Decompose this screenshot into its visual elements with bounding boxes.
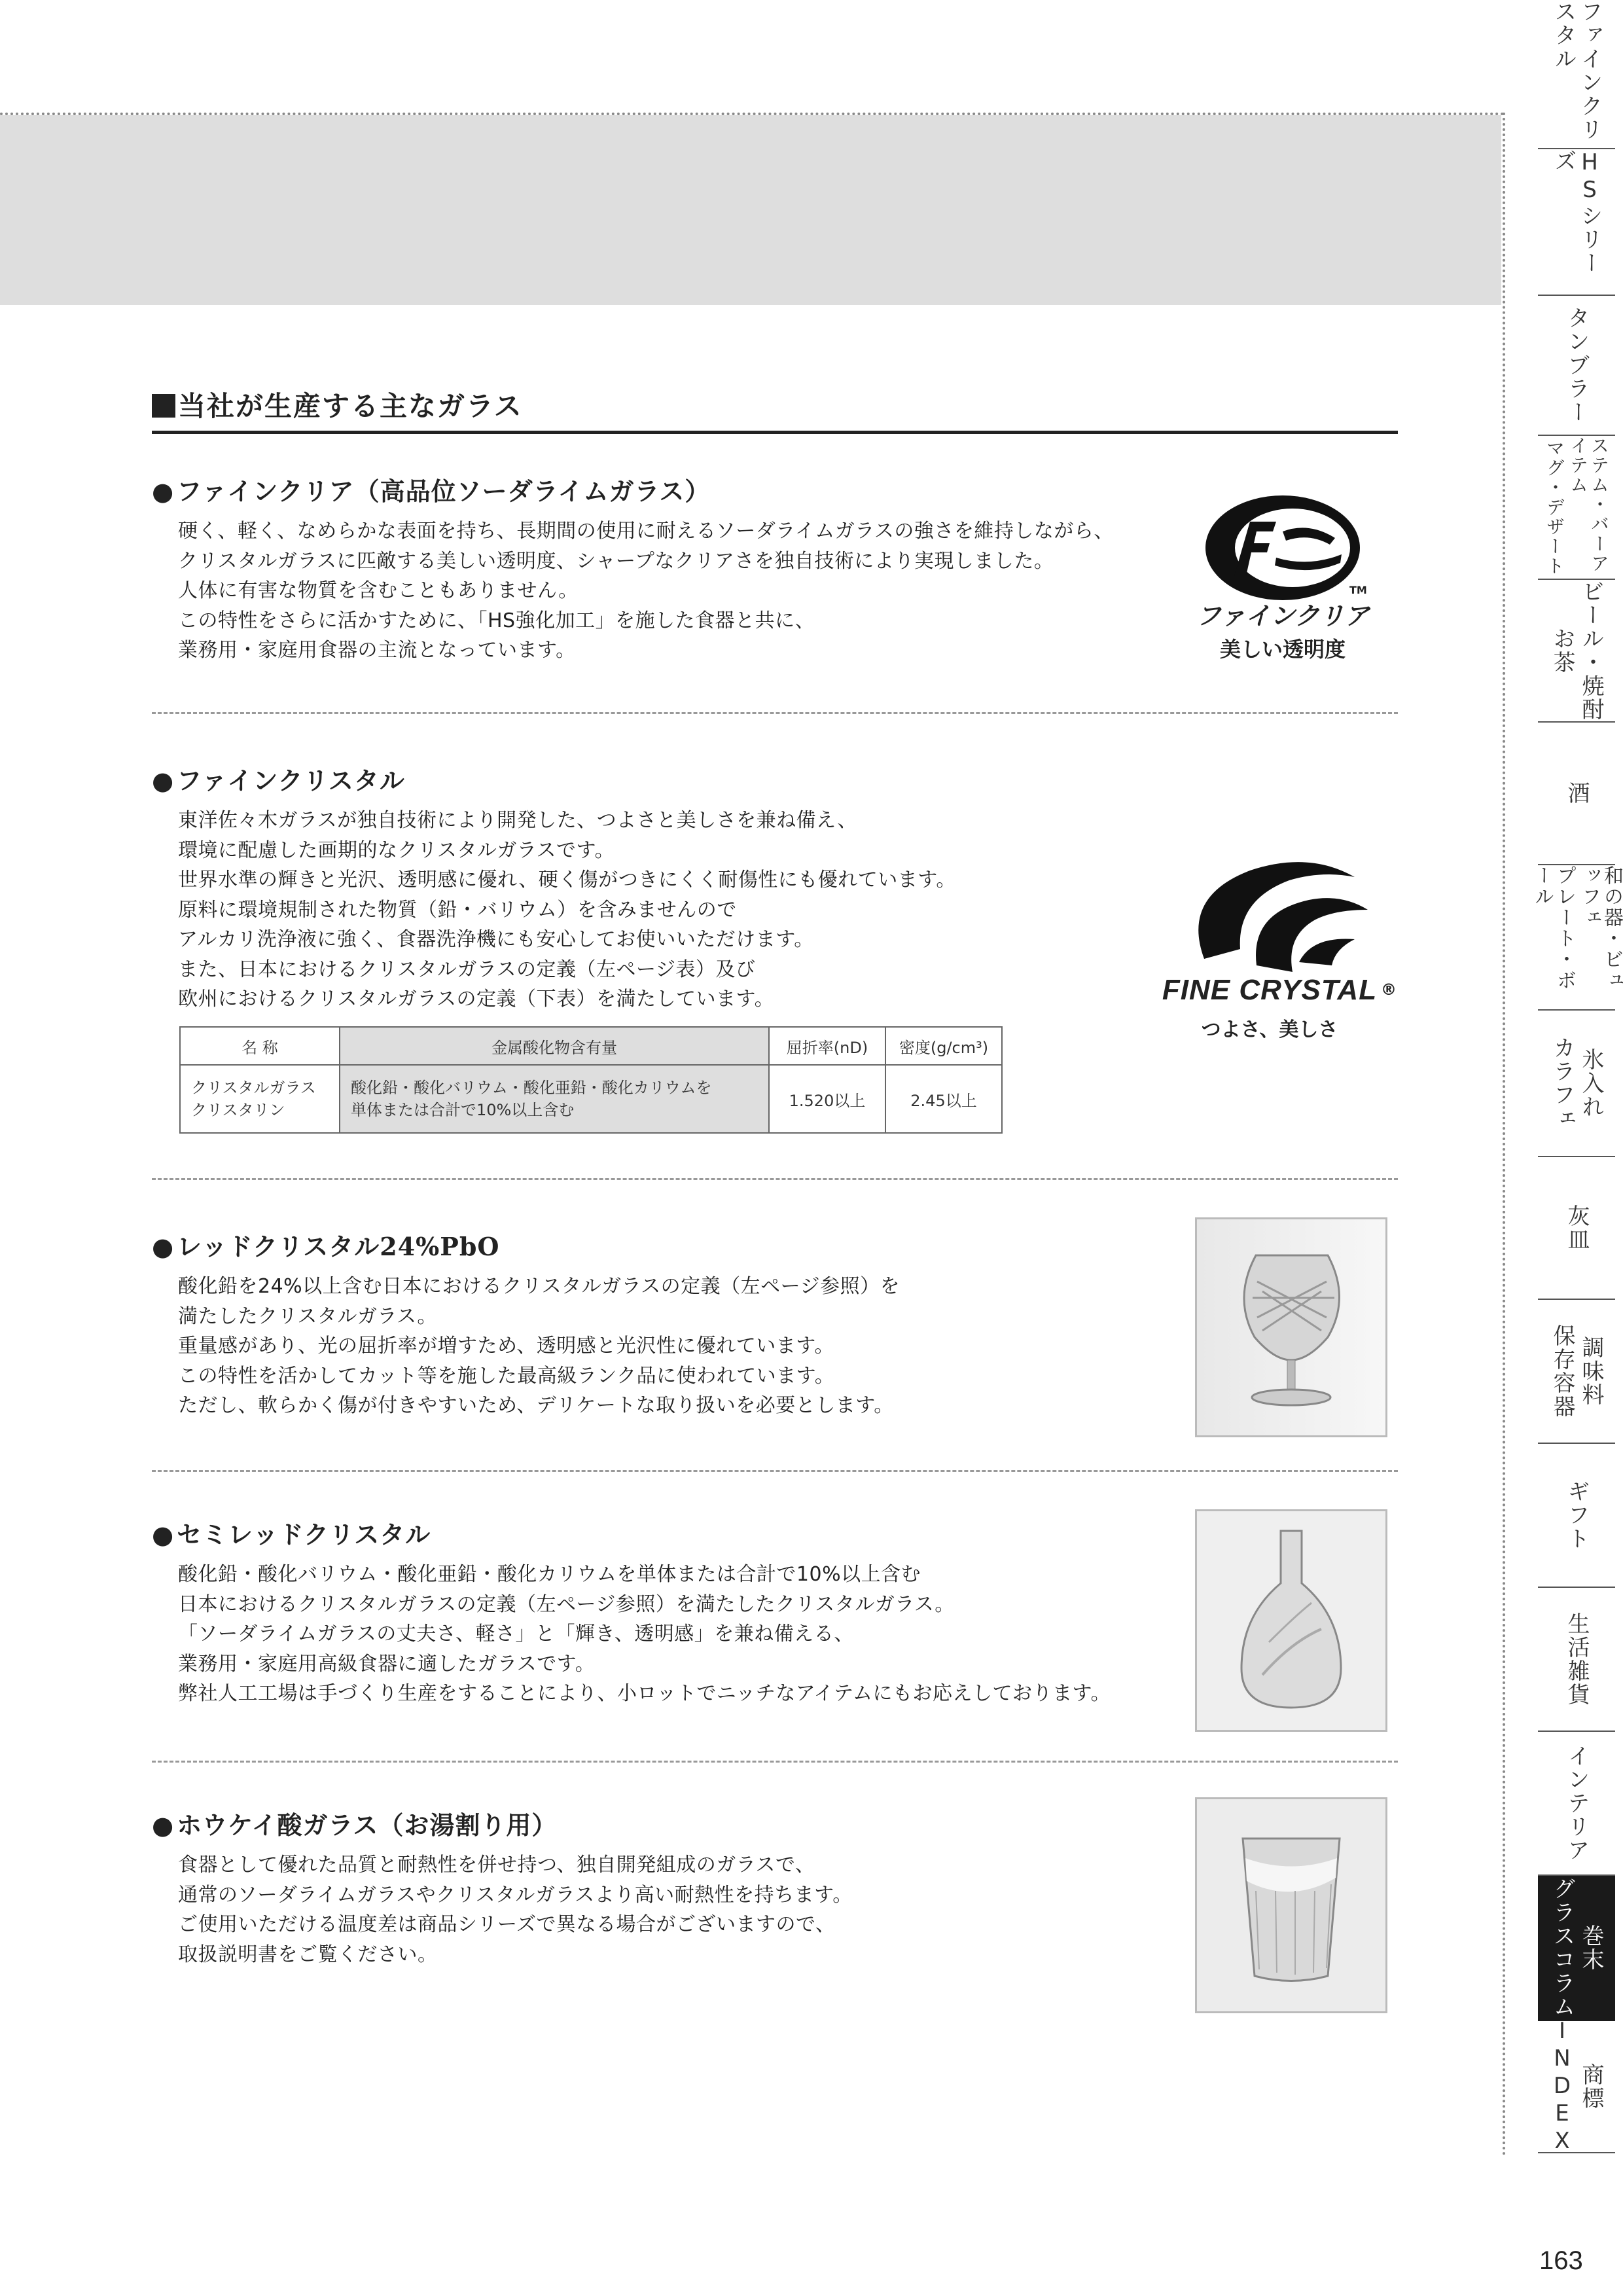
section-heading (152, 385, 1398, 434)
tab-label: インテリア (1563, 1744, 1590, 1862)
sidebar-index (1531, 0, 1623, 2160)
tumbler-photo (1195, 1797, 1387, 2013)
body-line: この特性を活かしてカット等を施した最高級ランク品に使われています。 (178, 1364, 835, 1388)
section-divider (152, 1470, 1398, 1472)
fine-clear-title-text: ファインクリア (177, 476, 355, 506)
tab-seasoning-container[interactable] (1538, 1300, 1615, 1444)
body-line: 食器として優れた品質と耐熱性を併せ持つ、独自開発組成のガラスで、 (178, 1854, 815, 1876)
tab-label: タンブラー (1563, 306, 1590, 424)
tab-label: 生活雑貨 (1563, 1612, 1590, 1706)
fine-crystal-title (152, 761, 1398, 797)
tab-japanese-ware-buffet[interactable] (1531, 865, 1623, 1011)
section-heading-text: 当社が生産する主なガラス (178, 390, 523, 422)
fine-clear-logo (1178, 492, 1387, 675)
tab-beer-shochu[interactable] (1538, 580, 1615, 723)
tab-label: お茶 (1549, 627, 1575, 674)
body-line: 酸化鉛・酸化バリウム・酸化亜鉛・酸化カリウムを単体または合計で10%以上含む (178, 1563, 921, 1586)
body-line: 業務用・家庭用高級食器に適したガラスです。 (178, 1652, 596, 1676)
table-header-row (180, 1027, 1002, 1065)
tab-label: HSシリーズ (1550, 149, 1603, 275)
lead-crystal-title-text: レッドクリスタル24%PbO (177, 1232, 500, 1261)
section-divider (152, 1178, 1398, 1180)
tab-ice-bucket-carafe[interactable] (1538, 1011, 1615, 1157)
body-line: 取扱説明書をご覧ください。 (178, 1943, 438, 1966)
bullet-icon: ● (152, 766, 175, 795)
table-cell-name (180, 1065, 340, 1133)
body-line: 業務用・家庭用食器の主流となっています。 (178, 639, 576, 662)
tab-glass-column[interactable] (1538, 1876, 1615, 2021)
tab-label: ギフト (1563, 1480, 1590, 1551)
borosilicate-subtitle: （お湯割り用） (378, 1810, 558, 1840)
body-line: 硬く、軽く、なめらかな表面を持ち、長期間の使用に耐えるソーダライムガラスの強さを維持しながら、 (178, 520, 1114, 543)
brandy-glass-icon (1197, 1219, 1385, 1435)
fine-clear-logo-text: ファインクリア (1196, 601, 1370, 630)
table-row (180, 1065, 1002, 1133)
body-line: 「ソーダライムガラスの丈夫さ、軽さ」と「輝き、透明感」を兼ね備える、 (178, 1623, 854, 1645)
header-band (0, 115, 1501, 305)
body-line: この特性をさらに活かすために、「HS強化加工」を施した食器と共に、 (178, 609, 815, 632)
tab-label: 灰皿 (1563, 1204, 1590, 1251)
tab-household-goods[interactable] (1538, 1588, 1615, 1732)
body-line: クリスタルガラスに匹敵する美しい透明度、シャープなクリアさを独自技術により実現しました。 (178, 549, 1054, 573)
section-divider (152, 1761, 1398, 1763)
bullet-icon: ● (152, 1810, 175, 1840)
tab-label: マグ・デザート (1544, 439, 1565, 576)
table-header: 金属酸化物含有量 (340, 1027, 769, 1065)
tab-label: 氷入れ (1578, 1048, 1604, 1119)
carafe-photo (1195, 1509, 1387, 1732)
table-header: 密度(g/cm³) (885, 1027, 1002, 1065)
tab-stem-bar-item[interactable] (1538, 436, 1615, 580)
tab-hs-series[interactable] (1538, 149, 1615, 296)
body-line: ご使用いただける温度差は商品シリーズで異なる場合がございますので、 (178, 1913, 836, 1936)
tumbler-icon (1197, 1799, 1385, 2011)
body-line: 重量感があり、光の屈折率が増すため、透明感と光沢性に優れています。 (178, 1335, 834, 1357)
body-line: 通常のソーダライムガラスやクリスタルガラスより高い耐熱性を持ちます。 (178, 1883, 853, 1907)
semi-lead-crystal-title-text: セミレッドクリスタル (177, 1520, 431, 1549)
table-cell-content (340, 1065, 769, 1133)
body-line: 酸化鉛を24%以上含む日本におけるクリスタルガラスの定義（左ページ参照）を (178, 1275, 901, 1298)
body-line: 満たしたクリスタルガラス。 (178, 1304, 437, 1328)
cell-line: 酸化鉛・酸化バリウム・酸化亜鉛・酸化カリウムを (351, 1079, 712, 1097)
tab-label: グラスコラム (1549, 1877, 1575, 2018)
fine-crystal-logo (1158, 851, 1407, 1047)
tab-label: カラフェ (1549, 1036, 1575, 1130)
page-number: 163 (1539, 2246, 1583, 2275)
section-divider (152, 712, 1398, 714)
cell-line: 単体または合計で10%以上含む (351, 1101, 575, 1119)
registered-mark: ® (1381, 980, 1397, 999)
borosilicate-title-text: ホウケイ酸ガラス (177, 1810, 379, 1840)
tab-label: 調味料 (1578, 1336, 1604, 1407)
fine-crystal-title-text: ファインクリスタル (177, 766, 405, 795)
body-line: 環境に配慮した画期的なクリスタルガラスです。 (178, 838, 615, 862)
tab-sake[interactable] (1538, 723, 1615, 865)
table-cell-refraction: 1.520以上 (769, 1065, 885, 1133)
tab-label: 巻末 (1578, 1924, 1604, 1971)
glass-definition-table (179, 1026, 1003, 1134)
tab-label: 酒 (1563, 781, 1590, 805)
body-line: アルカリ洗浄液に強く、食器洗浄機にも安心してお使いいただけます。 (178, 928, 814, 951)
tab-label: 保存容器 (1549, 1324, 1575, 1418)
cell-line: クリスタリン (191, 1101, 285, 1119)
fine-crystal-logo-mark-icon (1158, 851, 1407, 995)
table-cell-density: 2.45以上 (885, 1065, 1002, 1133)
body-line: 原料に環境規制された物質（鉛・バリウム）を含みませんので (178, 898, 737, 922)
bullet-icon: ● (152, 1232, 175, 1261)
body-line: 東洋佐々木ガラスが独自技術により開発した、つよさと美しさを兼ね備え、 (178, 809, 857, 832)
fine-clear-subtitle: （高品位ソーダライムガラス） (354, 476, 711, 506)
tab-ashtray[interactable] (1538, 1157, 1615, 1300)
tab-label: 商標 (1578, 2063, 1604, 2110)
fine-clear-logo-tagline: 美しい透明度 (1219, 637, 1346, 662)
tab-label: 和の器・ビュッフェ (1578, 865, 1623, 991)
cell-line: クリスタルガラス (191, 1079, 316, 1097)
square-marker-icon (152, 394, 175, 418)
body-line: 弊社人工工場は手づくり生産をすることにより、小ロットでニッチなアイテムにもお応えしております。 (178, 1682, 1111, 1705)
body-line: 欧州におけるクリスタルガラスの定義（下表）を満たしています。 (178, 988, 775, 1011)
tab-label: INDEX (1549, 2018, 1575, 2155)
fine-crystal-logo-tagline: つよさ、美しさ (1201, 1018, 1338, 1041)
bullet-icon: ● (152, 476, 175, 506)
trademark-mark: TM (1349, 584, 1367, 596)
bullet-icon: ● (152, 1520, 175, 1549)
body-line: また、日本におけるクリスタルガラスの定義（左ページ表）及び (178, 958, 756, 981)
carafe-icon (1197, 1511, 1385, 1730)
tab-label: プレート・ボール (1531, 865, 1576, 991)
tab-label: ビール・焼酎 (1578, 580, 1604, 721)
tab-label: ファインクリスタル (1550, 0, 1603, 141)
body-line: ただし、軟らかく傷が付きやすいため、デリケートな取り扱いを必要とします。 (178, 1394, 894, 1417)
tab-trademark-index[interactable] (1538, 2018, 1615, 2155)
brandy-glass-photo (1195, 1217, 1387, 1437)
table-header: 名 称 (180, 1027, 340, 1065)
fine-crystal-logo-text: FINE CRYSTAL (1162, 974, 1378, 1006)
tab-label: ステム・バーアイテム (1567, 436, 1610, 573)
table-header: 屈折率(nD) (769, 1027, 885, 1065)
body-line: 人体に有害な物質を含むこともありません。 (178, 579, 579, 602)
tab-gift[interactable] (1538, 1444, 1615, 1588)
body-line: 日本におけるクリスタルガラスの定義（左ページ参照）を満たしたクリスタルガラス。 (178, 1592, 955, 1616)
tab-interior[interactable] (1538, 1732, 1615, 1876)
tab-tumbler[interactable] (1538, 296, 1615, 436)
body-line: 世界水準の輝きと光沢、透明感に優れ、硬く傷がつきにくく耐傷性にも優れています。 (178, 869, 956, 891)
tab-fine-crystal[interactable] (1538, 0, 1615, 149)
